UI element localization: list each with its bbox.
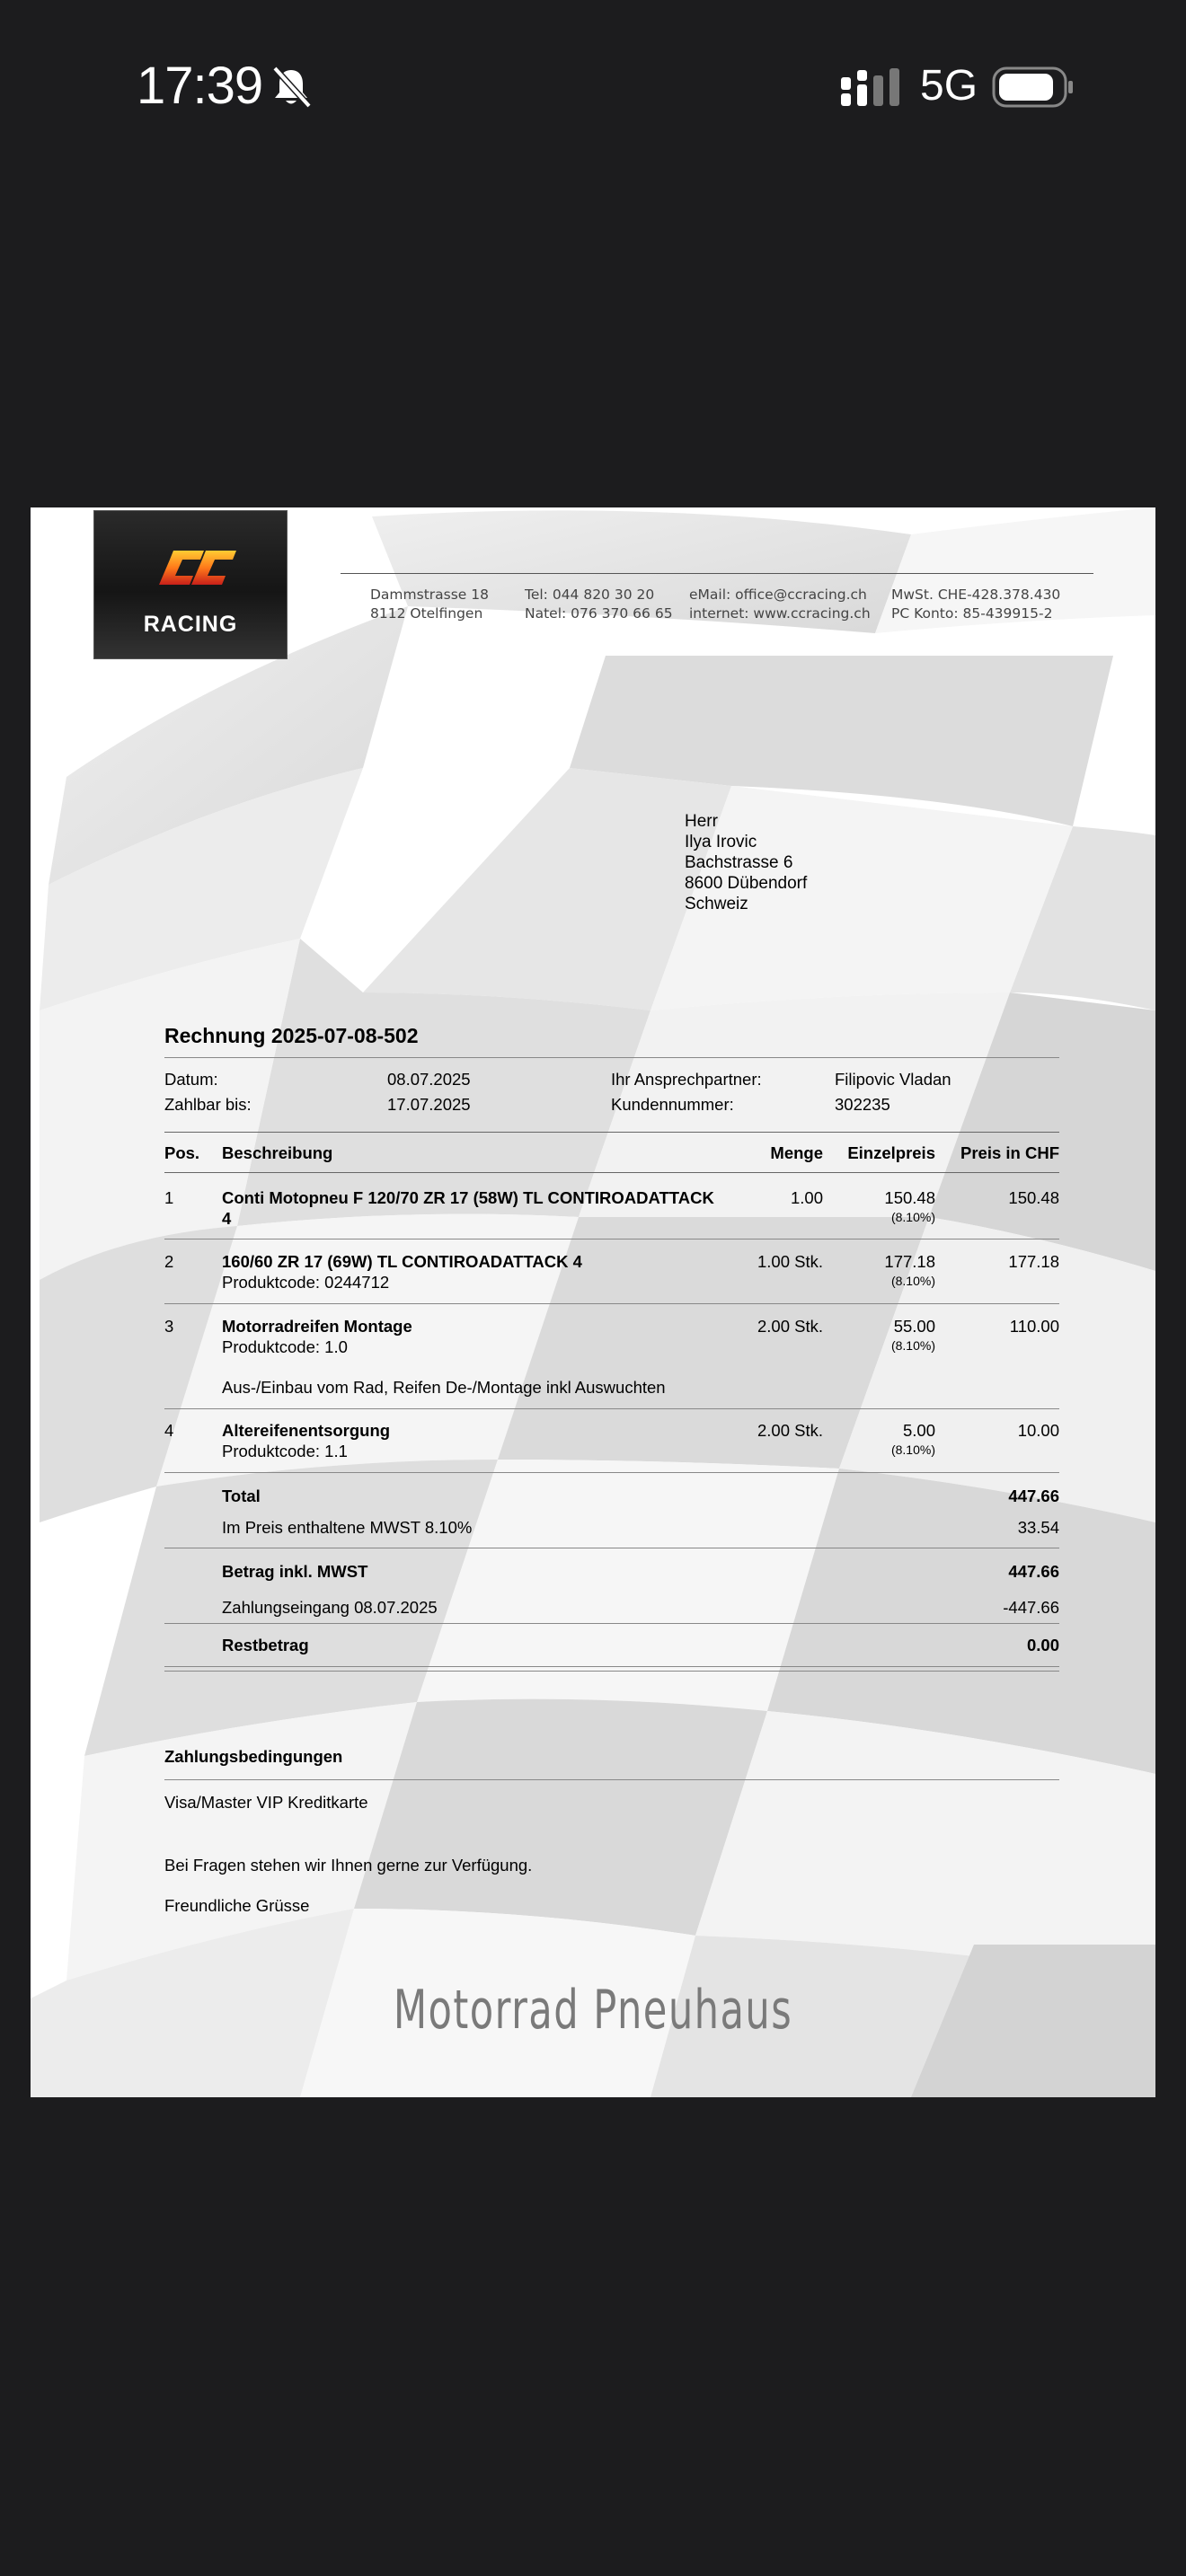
address-line: Dammstrasse 18 [370, 587, 489, 603]
company-web [689, 586, 871, 623]
vat-included-value: 33.54 [1017, 1518, 1059, 1537]
row-vat-rate: (8.10%) [890, 1338, 935, 1353]
recipient-address [685, 811, 807, 914]
row-total: 177.18 [1008, 1252, 1059, 1271]
company-phones [525, 586, 673, 623]
phone-line: Natel: 076 370 66 65 [525, 605, 673, 622]
row-pos: 4 [164, 1421, 174, 1440]
network-label: 5G [920, 62, 978, 110]
row-product-code: Produktcode: 1.1 [222, 1442, 348, 1460]
recipient-line: Bachstrasse 6 [685, 853, 793, 872]
recipient-line: Schweiz [685, 895, 748, 913]
row-quantity: 1.00 Stk. [757, 1252, 823, 1271]
header-divider [341, 573, 1093, 574]
row-description: 160/60 ZR 17 (69W) TL CONTIROADATTACK 4 [222, 1252, 582, 1271]
row-vat-rate: (8.10%) [890, 1274, 935, 1288]
balance-label: Restbetrag [222, 1636, 309, 1654]
cc-logo-mark-icon [94, 511, 287, 601]
vat-included-label: Im Preis enthaltene MWST 8.10% [222, 1518, 473, 1537]
row-total: 110.00 [1009, 1317, 1059, 1336]
col-header-description: Beschreibung [222, 1143, 333, 1162]
payment-terms-divider [164, 1779, 1059, 1780]
row-note: Aus-/Einbau vom Rad, Reifen De-/Montage inkl Auswuchten [222, 1378, 666, 1397]
row-pos: 1 [164, 1188, 174, 1207]
company-address [370, 586, 489, 623]
date-value: 08.07.2025 [387, 1070, 471, 1089]
row-divider [164, 1472, 1059, 1473]
email-line: eMail: office@ccracing.ch [689, 587, 867, 603]
row-unit-price: 150.48 [884, 1188, 935, 1207]
row-pos: 3 [164, 1317, 174, 1336]
balance-double-rule [164, 1671, 1059, 1672]
balance-double-rule [164, 1666, 1059, 1667]
title-divider [164, 1057, 1059, 1058]
col-header-unit-price: Einzelpreis [847, 1143, 935, 1162]
row-divider [164, 1408, 1059, 1409]
row-vat-rate: (8.10%) [890, 1210, 935, 1224]
row-description: Altereifenentsorgung [222, 1421, 391, 1440]
table-header-rule [164, 1172, 1059, 1173]
silent-bell-icon [270, 65, 313, 110]
company-tax [891, 586, 1060, 623]
payment-received-value: -447.66 [1003, 1598, 1059, 1617]
recipient-line: Ilya Irovic [685, 833, 757, 851]
address-line: 8112 Otelfingen [370, 605, 483, 622]
col-header-quantity: Menge [770, 1143, 823, 1162]
amount-incl-vat-value: 447.66 [1008, 1562, 1059, 1581]
row-unit-price: 5.00 [902, 1421, 935, 1440]
row-description: Conti Motopneu F 120/70 ZR 17 (58W) TL CONTIROADATTACK [222, 1188, 714, 1207]
invoice-title: Rechnung 2025-07-08-502 [164, 1024, 419, 1047]
row-divider [164, 1303, 1059, 1304]
closing-greeting: Freundliche Grüsse [164, 1896, 310, 1915]
logo-wordmark: RACING [143, 612, 238, 637]
total-label: Total [222, 1486, 261, 1505]
date-label: Datum: [164, 1070, 218, 1089]
col-header-total-price: Preis in CHF [960, 1143, 1059, 1162]
amount-incl-vat-label: Betrag inkl. MWST [222, 1562, 368, 1581]
customer-number-label: Kundennummer: [611, 1095, 734, 1114]
due-date-label: Zahlbar bis: [164, 1095, 252, 1114]
balance-value: 0.00 [1026, 1636, 1059, 1654]
contact-label: Ihr Ansprechpartner: [611, 1070, 762, 1089]
payment-method: Visa/Master VIP Kreditkarte [164, 1793, 368, 1812]
row-unit-price: 177.18 [884, 1252, 935, 1271]
invoice-document[interactable] [31, 507, 1155, 2097]
row-quantity: 1.00 [790, 1188, 823, 1207]
payment-terms-heading: Zahlungsbedingungen [164, 1747, 343, 1766]
cc-racing-logo [93, 510, 288, 659]
row-total: 150.48 [1008, 1188, 1059, 1207]
row-quantity: 2.00 Stk. [757, 1317, 823, 1336]
row-quantity: 2.00 Stk. [757, 1421, 823, 1440]
row-product-code: Produktcode: 1.0 [222, 1337, 348, 1356]
total-value: 447.66 [1008, 1486, 1059, 1505]
table-top-rule [164, 1132, 1059, 1133]
customer-number-value: 302235 [835, 1095, 890, 1114]
due-date-value: 17.07.2025 [387, 1095, 471, 1114]
status-bar [0, 0, 1186, 180]
signal-icon [839, 68, 902, 108]
totals-divider [164, 1623, 1059, 1624]
recipient-line: 8600 Dübendorf [685, 874, 808, 893]
recipient-line: Herr [685, 812, 718, 831]
col-header-pos: Pos. [164, 1143, 200, 1162]
clock: 17:39 [137, 57, 263, 115]
row-unit-price: 55.00 [893, 1317, 935, 1336]
website-line: internet: www.ccracing.ch [689, 605, 871, 622]
footer-brand: Motorrad Pneuhaus [393, 1979, 793, 2042]
payment-received-label: Zahlungseingang 08.07.2025 [222, 1598, 438, 1617]
row-pos: 2 [164, 1252, 174, 1271]
questions-note: Bei Fragen stehen wir Ihnen gerne zur Verfügung. [164, 1856, 533, 1875]
vat-number: MwSt. CHE-428.378.430 [891, 587, 1061, 603]
phone-line: Tel: 044 820 30 20 [525, 587, 655, 603]
row-vat-rate: (8.10%) [890, 1442, 935, 1457]
row-description: Motorradreifen Montage [222, 1317, 412, 1336]
postal-account: PC Konto: 85-439915-2 [891, 605, 1053, 622]
row-description-cont: 4 [222, 1209, 232, 1228]
battery-icon [992, 66, 1075, 108]
row-product-code: Produktcode: 0244712 [222, 1273, 390, 1292]
row-total: 10.00 [1017, 1421, 1059, 1440]
contact-value: Filipovic Vladan [835, 1070, 951, 1089]
